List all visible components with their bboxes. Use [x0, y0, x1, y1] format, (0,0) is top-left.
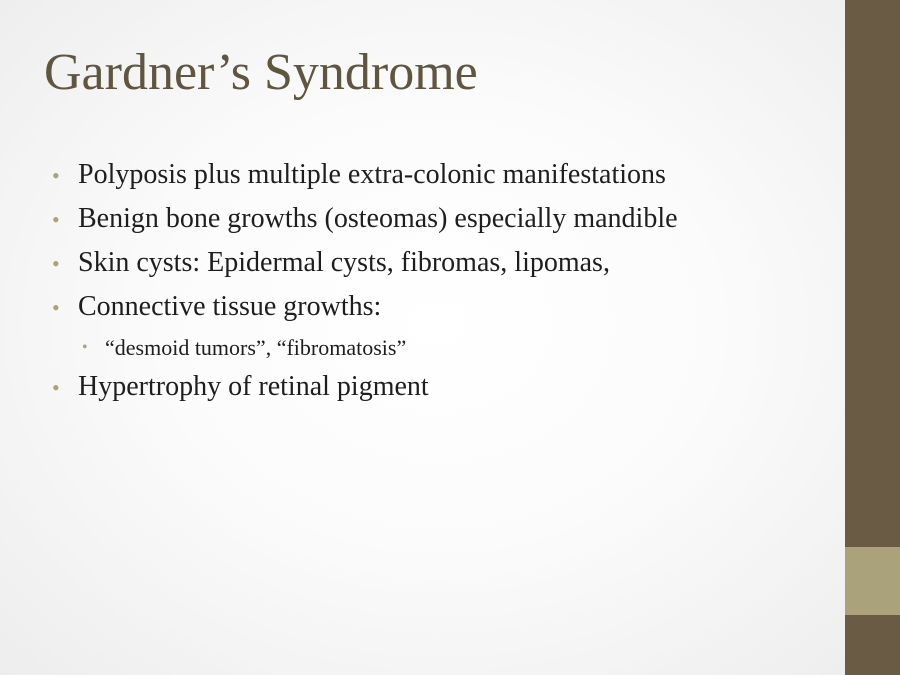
bullet-item — [52, 370, 832, 414]
bullet-dot-icon: • — [52, 207, 60, 232]
bullet-item — [52, 246, 832, 290]
bullet-item — [52, 290, 832, 334]
decorative-side-accent — [845, 547, 900, 615]
bullet-dot-icon: • — [52, 251, 60, 276]
bullet-text: Hypertrophy of retinal pigment — [78, 371, 429, 402]
bullet-text: Benign bone growths (osteomas) especially mandible — [78, 203, 678, 234]
bullet-dot-icon: • — [82, 339, 88, 356]
bullet-dot-icon: • — [52, 295, 60, 320]
bullet-text: Connective tissue growths: — [78, 291, 382, 322]
bullet-dot-icon: • — [52, 163, 60, 188]
slide-title: Gardner’s Syndrome — [44, 44, 478, 101]
sub-bullet-item — [52, 334, 832, 370]
sub-bullet-text: “desmoid tumors”, “fibromatosis” — [105, 335, 407, 360]
bullet-item — [52, 158, 832, 202]
bullet-dot-icon: • — [52, 375, 60, 400]
bullet-item — [52, 202, 832, 246]
bullet-text: Polyposis plus multiple extra-colonic manifestations — [78, 159, 666, 190]
bullet-text: Skin cysts: Epidermal cysts, fibromas, lipomas, — [78, 247, 610, 278]
bullet-list — [52, 158, 832, 414]
